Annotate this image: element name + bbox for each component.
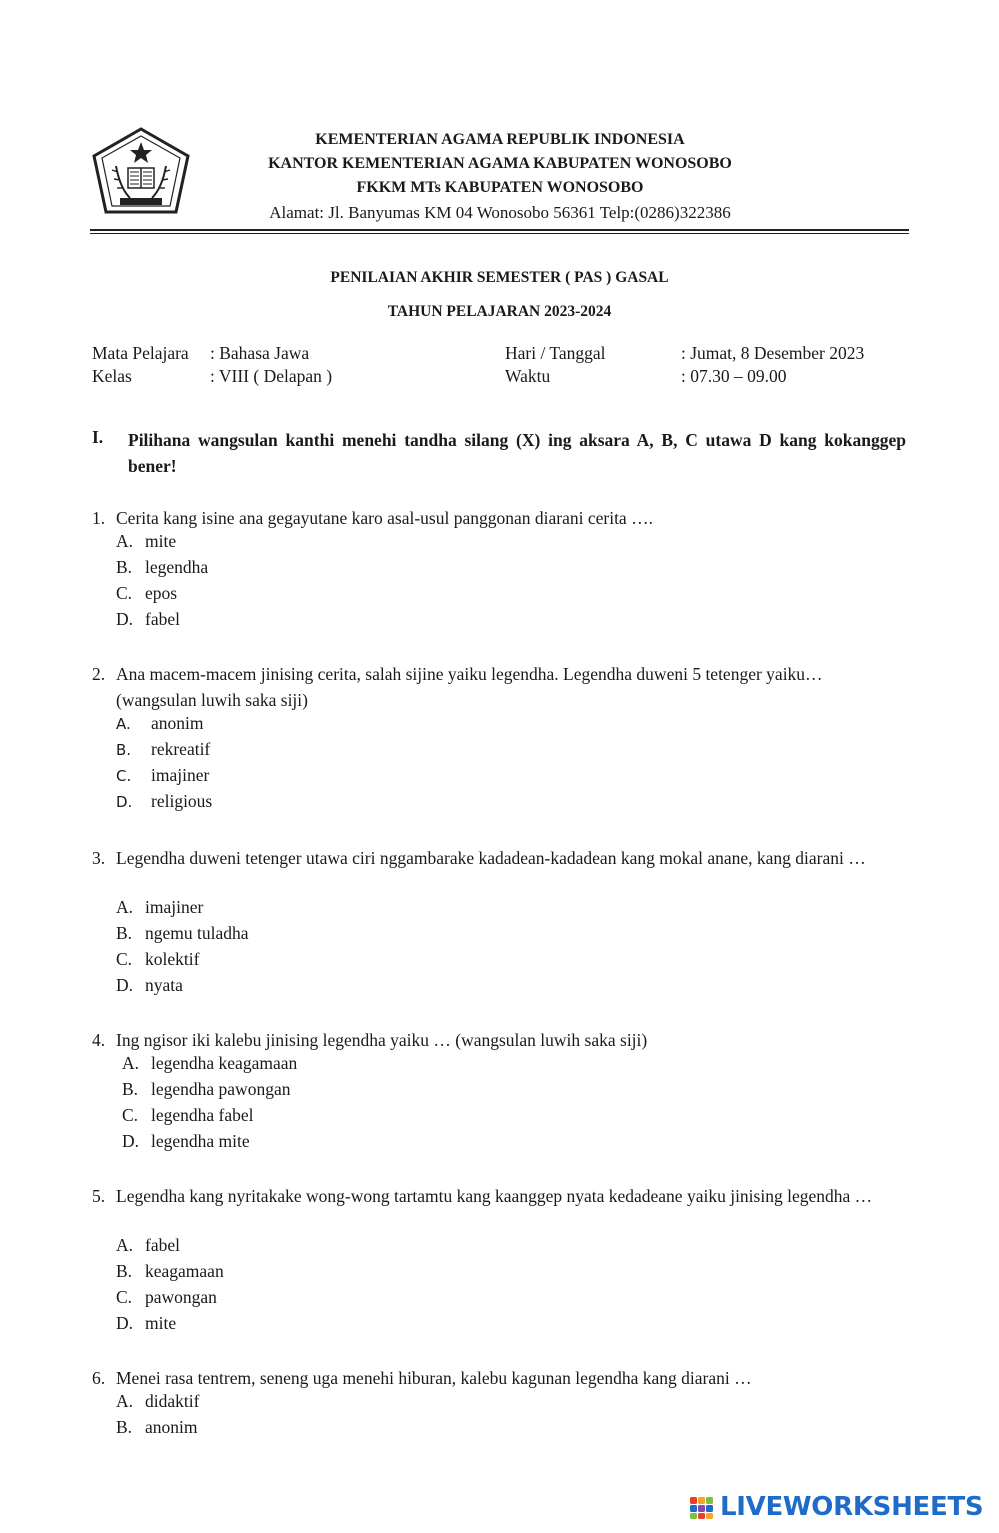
option-letter: D. — [116, 1313, 134, 1333]
header-office: KANTOR KEMENTERIAN AGAMA KABUPATEN WONOSOBO — [268, 155, 732, 172]
question-text: Menei rasa tentrem, seneng uga menehi hiburan, kalebu kagunan legendha kang diarani … — [116, 1368, 752, 1388]
option-text: anonim — [151, 713, 204, 733]
question-number: 6. — [92, 1368, 106, 1388]
option-text: religious — [151, 791, 213, 811]
option-letter: B. — [116, 923, 133, 943]
exam-title: PENILAIAN AKHIR SEMESTER ( PAS ) GASAL — [330, 269, 669, 286]
option-letter: C. — [116, 583, 133, 603]
option-text: anonim — [145, 1417, 198, 1437]
option-text: legendha pawongan — [151, 1079, 291, 1099]
option-text: imajiner — [145, 897, 204, 917]
question-text: Ana macem-macem jinising cerita, salah sijine yaiku legendha. Legendha duweni 5 tetenger yaiku… (wangsulan luwih saka siji) — [116, 664, 823, 710]
option-text: ngemu tuladha — [145, 923, 249, 943]
option-letter: A. — [116, 715, 131, 733]
option-letter: A. — [122, 1053, 140, 1073]
subject-label: Mata Pelajara — [92, 343, 189, 363]
option-letter: A. — [116, 531, 134, 551]
option-text: legendha — [145, 557, 209, 577]
kemenag-logo — [90, 126, 192, 216]
section-number: I. — [92, 427, 104, 447]
liveworksheets-wordmark: LIVEWORKSHEETS — [720, 1492, 984, 1522]
question-text: Ing ngisor iki kalebu jinising legendha yaiku … (wangsulan luwih saka siji) — [116, 1030, 648, 1050]
header-address: Alamat: Jl. Banyumas KM 04 Wonosobo 56361 Telp:(0286)322386 — [269, 203, 731, 222]
header-rule-thick — [90, 229, 909, 231]
question-number: 2. — [92, 664, 106, 684]
option-letter: C. — [116, 1287, 133, 1307]
question-text: Cerita kang isine ana gegayutane karo asal-usul panggonan diarani cerita …. — [116, 508, 653, 528]
option-text: keagamaan — [145, 1261, 224, 1281]
date-value: : Jumat, 8 Desember 2023 — [681, 343, 865, 363]
option-letter: D. — [122, 1131, 140, 1151]
option-text: kolektif — [145, 949, 200, 969]
option-letter: C. — [116, 949, 133, 969]
question-number: 4. — [92, 1030, 106, 1050]
header-forum: FKKM MTs KABUPATEN WONOSOBO — [356, 179, 644, 196]
option-letter: B. — [116, 741, 132, 759]
option-letter: B. — [122, 1079, 139, 1099]
option-text: imajiner — [151, 765, 210, 785]
option-text: rekreatif — [151, 739, 211, 759]
question-text: Legendha kang nyritakake wong-wong tartamtu kang kaanggep nyata kedadeane yaiku jinising legendha … — [116, 1186, 873, 1206]
option-text: fabel — [145, 609, 180, 629]
option-letter: C. — [116, 767, 132, 785]
option-text: pawongan — [145, 1287, 217, 1307]
date-label: Hari / Tanggal — [505, 343, 606, 363]
subject-value: : Bahasa Jawa — [210, 343, 310, 363]
option-text: mite — [145, 1313, 177, 1333]
option-letter: B. — [116, 1417, 133, 1437]
option-text: legendha mite — [151, 1131, 250, 1151]
option-text: legendha fabel — [151, 1105, 254, 1125]
option-letter: B. — [116, 557, 133, 577]
option-letter: D. — [116, 975, 134, 995]
time-value: : 07.30 – 09.00 — [681, 366, 787, 386]
header-ministry: KEMENTERIAN AGAMA REPUBLIK INDONESIA — [315, 131, 685, 148]
option-letter: D. — [116, 609, 134, 629]
liveworksheets-icon — [690, 1497, 714, 1519]
option-text: fabel — [145, 1235, 180, 1255]
option-text: didaktif — [145, 1391, 200, 1411]
class-value: : VIII ( Delapan ) — [210, 366, 333, 386]
option-text: epos — [145, 583, 178, 603]
option-letter: D. — [116, 793, 133, 811]
question-number: 1. — [92, 508, 106, 528]
section-instruction: Pilihana wangsulan kanthi menehi tandha silang (X) ing aksara A, B, C utawa D kang kokanggep bener! — [128, 430, 906, 476]
option-letter: A. — [116, 1391, 134, 1411]
option-text: mite — [145, 531, 177, 551]
option-letter: B. — [116, 1261, 133, 1281]
option-text: legendha keagamaan — [151, 1053, 298, 1073]
option-text: nyata — [145, 975, 183, 995]
option-letter: A. — [116, 897, 134, 917]
question-number: 3. — [92, 848, 106, 868]
time-label: Waktu — [505, 366, 551, 386]
option-letter: A. — [116, 1235, 134, 1255]
exam-year: TAHUN PELAJARAN 2023-2024 — [387, 303, 612, 320]
class-label: Kelas — [92, 366, 132, 386]
header-rule-thin — [90, 233, 909, 234]
question-number: 5. — [92, 1186, 106, 1206]
question-text: Legendha duweni tetenger utawa ciri nggambarake kadadean-kadadean kang mokal anane, kang diarani … — [116, 848, 866, 868]
option-letter: C. — [122, 1105, 139, 1125]
